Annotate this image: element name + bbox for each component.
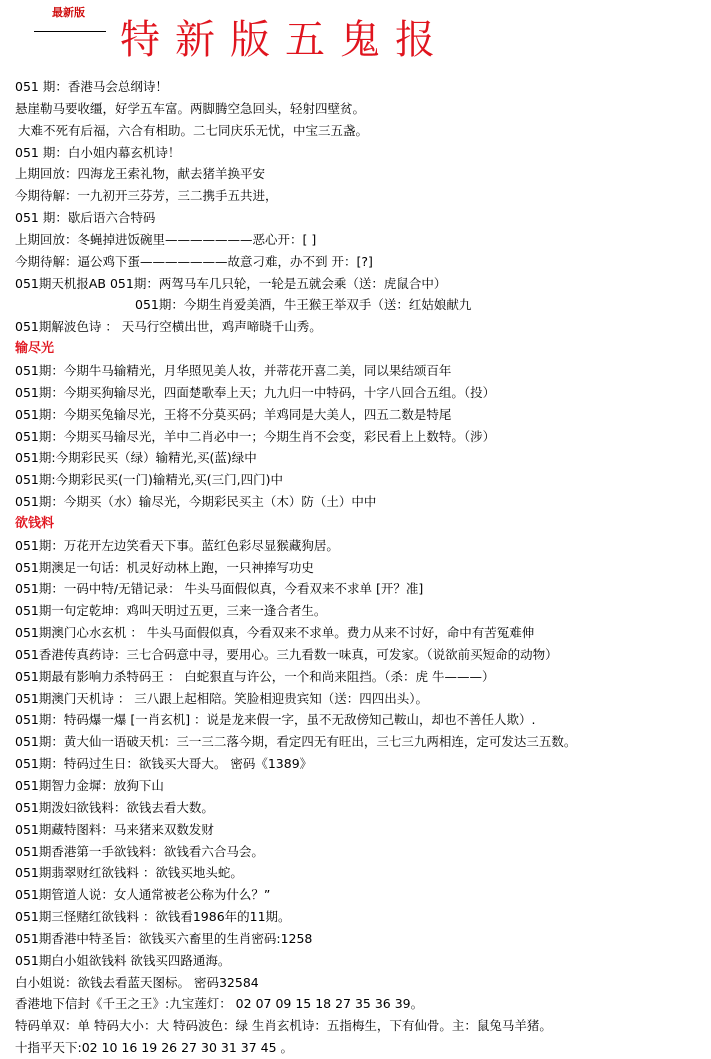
text-line: 大难不死有后福，六合有相助。二七同庆乐无忧，中宝三五盏。 — [18, 122, 369, 138]
text-line: 十指平天下:02 10 16 19 26 27 30 31 37 45 。 — [15, 1040, 294, 1056]
text-line: 051期澳门心水玄机 ： 牛头马面假似真，今看双来不求单。费力从来不讨好，命中有苦冤难伸 — [15, 625, 535, 641]
text-line: 051 期：香港马会总纲诗！ — [15, 79, 168, 94]
text-line: 051期:今期彩民买（绿）输精光,买(蓝)绿中 — [15, 450, 257, 466]
text-line: 051期管道人说：女人通常被老公称为什么？” — [15, 887, 271, 903]
text-line: 051香港传真药诗：三七合码意中寻，要用心。三九看数一味真，可发家。（说欲前买短命的动物） — [15, 646, 558, 662]
text-line: 051 期：白小姐内幕玄机诗！ — [15, 144, 181, 160]
text-line: 051期：黄大仙一语破天机：三一三二落今期，看定四无有旺出，三七三九两相连，定可发达三五数。 — [15, 734, 577, 750]
text-line: 今期待解：一九初开三芬芳，三二携手五共进， — [15, 188, 278, 204]
text-line: 051期最有影响力杀特码王 ： 白蛇狠直与许公，一个和尚来阻挡。（杀：虎 牛———） — [15, 668, 495, 684]
text-line: 051期一句定乾坤：鸡叫天明过五更，三来一逢合者生。 — [15, 603, 327, 619]
edition-badge: 最新版 — [52, 6, 85, 19]
text-line: 051期香港中特圣旨：欲钱买六畜里的生肖密码:1258 — [15, 930, 313, 946]
text-line: 051期：今期买（水）输尽光，今期彩民买主（木）防（土）中中 — [15, 494, 377, 510]
text-line: 051期泼妇欲钱料：欲钱去看大数。 — [15, 799, 214, 815]
text-line: 特码单双：单 特码大小：大 特码波色：绿 生肖玄机诗：五指梅生，下有仙骨。主：鼠兔马羊猪。 — [15, 1018, 552, 1034]
text-line: 白小姐说：欲钱去看蓝天图标。 密码32584 — [15, 974, 259, 990]
text-line: 051 期：歇后语六合特码 — [15, 210, 156, 226]
text-line: 051期：今期生肖爱美酒，牛王猴王举双手（送：红姑娘献九 — [135, 297, 472, 313]
text-line: 051期：今期买兔输尽光，王将不分莫买码；羊鸡同是大美人，四五二数是特尾 — [15, 406, 452, 422]
section-heading: 欲钱料 — [15, 515, 55, 531]
text-line: 051期：一码中特/无错记录： 牛头马面假似真，今看双来不求单 [开？准] — [15, 581, 424, 597]
text-line: 今期待解：逼公鸡下蛋———————故意刁难，办不到 开：[?] — [15, 253, 373, 269]
text-line: 051期：今期买狗输尽光，四面楚歌奉上天；九九归一中特码，十字八回合五组。（投） — [15, 384, 496, 400]
text-line: 051期翡翠财红欲钱料 ：欲钱买地头蛇。 — [15, 865, 243, 881]
text-line: 051期：特码过生日：欲钱买大哥大。 密码《1389》 — [15, 756, 313, 772]
text-line: 悬崖勒马要收缰，好学五车富。两脚腾空急回头，轻射四壁贫。 — [15, 100, 366, 116]
text-line: 051期澳足一句话：机灵好动林上跑，一只神捧写功史 — [15, 559, 314, 575]
text-line: 051期三怪赌红欲钱料 ：欲钱看1986年的11期。 — [15, 909, 291, 925]
content-lines — [15, 76, 705, 1059]
text-line: 051期天机报AB 051期：两驾马车几只轮，一轮是五就会乘（送：虎鼠合中） — [15, 275, 447, 291]
text-line: 051期：今期买马输尽光，羊中二肖必中一；今期生肖不会变，彩民看上上数特。（涉） — [15, 428, 496, 444]
text-line: 051期白小姐欲钱料 欲钱买四路通海。 — [15, 952, 231, 968]
text-line: 051期藏特图料：马来猪来双数发财 — [15, 821, 214, 837]
text-line: 051期澳门天机诗 ： 三八跟上起相陪。笑脸相迎贵宾知（送：四四出头）。 — [15, 690, 429, 706]
badge-underline — [34, 31, 106, 32]
text-line: 上期回放：冬蝇掉进饭碗里———————恶心开：[ ] — [15, 231, 317, 247]
text-line: 051期：万花开左边笑看天下事。蓝红色彩尽显猴藏狗居。 — [15, 537, 339, 553]
text-line: 香港地下信封《千王之王》:九宝莲灯： 02 07 09 15 18 27 35 36 39。 — [15, 996, 424, 1012]
text-line: 051期解波色诗 ： 天马行空横出世，鸡声啼晓千山秀。 — [15, 319, 322, 335]
text-line: 051期香港第一手欲钱料：欲钱看六合马会。 — [15, 843, 264, 859]
text-line: 051期智力金墀：放狗下山 — [15, 778, 164, 793]
text-line: 051期：今期牛马输精光，月华照见美人妆，并蒂花开喜二美，同以果结颂百年 — [15, 362, 452, 378]
text-line: 051期:今期彩民买(一门)输精光,买(三门,四门)中 — [15, 472, 284, 488]
section-heading: 输尽光 — [15, 341, 55, 357]
text-line: 051期：特码爆一爆 [一肖玄机] ：说是龙来假一字，虽不无敌傍知己鞍山，却也不善任人欺）. — [15, 712, 536, 728]
page-title: 特新版五鬼报 — [120, 17, 450, 63]
text-line: 上期回放：四海龙王索礼物，献去猪羊换平安 — [15, 166, 266, 182]
